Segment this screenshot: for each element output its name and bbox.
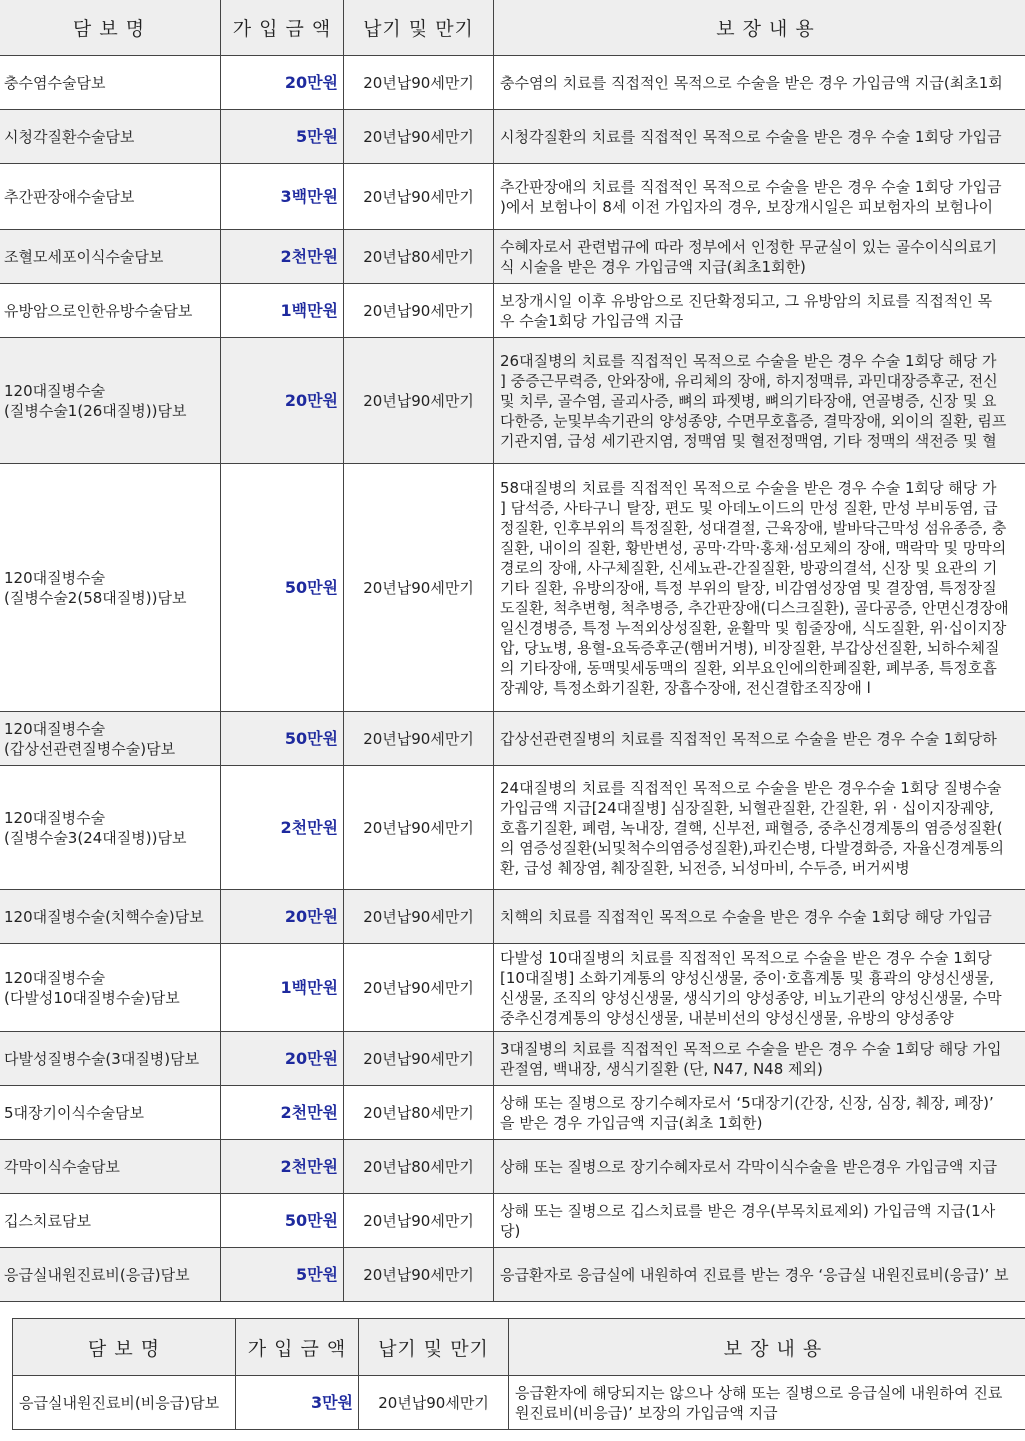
description-line: 및 치루, 골수염, 골괴사증, 뼈의 파젯병, 뼈의기타장애, 연골병증, 신장 및 요 <box>500 391 997 410</box>
coverage-term: 20년납90세만기 <box>344 712 494 766</box>
description-line: 갑상선관련질병의 치료를 직접적인 목적으로 수술을 받은 경우 수술 1회당하 <box>500 729 997 748</box>
description-line: 중추신경계통의 양성신생물, 내분비선의 양성신생물, 유방의 양성종양 <box>500 1008 954 1027</box>
coverage-term: 20년납90세만기 <box>344 110 494 164</box>
coverage-term: 20년납90세만기 <box>344 766 494 890</box>
table-header-row <box>0 0 1025 56</box>
coverage-name: 120대질병수술(질병수술3(24대질병))담보 <box>0 766 221 890</box>
description-line: 응급환자로 응급실에 내원하여 진료를 받는 경우 ‘응급실 내원진료비(응급)’ 보 <box>500 1265 1009 1284</box>
coverage-table-body <box>0 56 1025 1302</box>
coverage-description <box>494 230 1025 284</box>
coverage-name: 120대질병수술(질병수술1(26대질병))담보 <box>0 338 221 464</box>
table-row <box>0 56 1025 110</box>
coverage-amount: 5만원 <box>221 110 344 164</box>
header-term: 납기 및 만기 <box>344 0 494 56</box>
coverage-amount: 2천만원 <box>221 1086 344 1140</box>
description-line: [10대질병] 소화기계통의 양성신생물, 중이·호흡계통 및 흉곽의 양성신생물, <box>500 968 994 987</box>
coverage-name: 충수염수술담보 <box>0 56 221 110</box>
coverage-description <box>494 464 1025 712</box>
coverage-name: 5대장기이식수술담보 <box>0 1086 221 1140</box>
coverage-name: 조혈모세포이식수술담보 <box>0 230 221 284</box>
coverage-term: 20년납90세만기 <box>359 1376 509 1430</box>
header-desc: 보 장 내 용 <box>509 1319 1025 1376</box>
table-row <box>0 1248 1025 1302</box>
table-row <box>0 1194 1025 1248</box>
coverage-name: 추간판장애수술담보 <box>0 164 221 230</box>
description-line: 추간판장애의 치료를 직접적인 목적으로 수술을 받은 경우 수술 1회당 가입금 <box>500 177 1002 196</box>
description-line: 의 염증성질환(뇌및척수의염증성질환),파킨슨병, 다발경화증, 자율신경계통의 <box>500 838 1004 857</box>
coverage-description <box>494 1032 1025 1086</box>
table-row <box>0 338 1025 464</box>
description-line: 기관지염, 급성 세기관지염, 정맥염 및 혈전정맥염, 기타 정맥의 색전증 및 혈 <box>500 431 997 450</box>
coverage-description <box>494 338 1025 464</box>
description-line: 충수염의 치료를 직접적인 목적으로 수술을 받은 경우 가입금액 지급(최초1회 <box>500 73 1003 92</box>
description-line: 신생물, 조직의 양성신생물, 생식기의 양성종양, 비뇨기관의 양성신생물, 수막 <box>500 988 1002 1007</box>
table-row <box>0 1140 1025 1194</box>
header-amount: 가 입 금 액 <box>236 1319 359 1376</box>
coverage-table-2-body <box>13 1376 1025 1430</box>
coverage-term: 20년납80세만기 <box>344 230 494 284</box>
description-line: 을 받은 경우 가입금액 지급(최초 1회한) <box>500 1113 763 1132</box>
coverage-term: 20년납90세만기 <box>344 284 494 338</box>
description-line: ] 중증근무력증, 안와장애, 유리체의 장애, 하지정맥류, 과민대장증후군, 전신 <box>500 371 998 390</box>
coverage-amount: 2천만원 <box>221 230 344 284</box>
table-row <box>0 284 1025 338</box>
coverage-name: 유방암으로인한유방수술담보 <box>0 284 221 338</box>
coverage-term: 20년납90세만기 <box>344 1248 494 1302</box>
description-line: 상해 또는 질병으로 깁스치료를 받은 경우(부목치료제외) 가입금액 지급(1사 <box>500 1201 996 1220</box>
coverage-amount: 20만원 <box>221 1032 344 1086</box>
coverage-amount: 50만원 <box>221 1194 344 1248</box>
description-line: 26대질병의 치료를 직접적인 목적으로 수술을 받은 경우 수술 1회당 해당 가 <box>500 351 997 370</box>
table-row <box>0 464 1025 712</box>
coverage-amount: 5만원 <box>221 1248 344 1302</box>
description-line: 경로의 장애, 사구체질환, 신세뇨관-간질질환, 방광의결석, 신장 및 요관의 기 <box>500 558 998 577</box>
table-header-row <box>13 1319 1025 1376</box>
description-line: 상해 또는 질병으로 장기수혜자로서 각막이식수술을 받은경우 가입금액 지급 <box>500 1157 998 1176</box>
coverage-description <box>494 712 1025 766</box>
coverage-amount: 20만원 <box>221 890 344 944</box>
coverage-name: 120대질병수술(질병수술2(58대질병))담보 <box>0 464 221 712</box>
coverage-term: 20년납90세만기 <box>344 890 494 944</box>
table-row <box>0 712 1025 766</box>
coverage-name: 응급실내원진료비(응급)담보 <box>0 1248 221 1302</box>
coverage-name: 깁스치료담보 <box>0 1194 221 1248</box>
coverage-amount: 50만원 <box>221 712 344 766</box>
description-line: 상해 또는 질병으로 장기수혜자로서 ‘5대장기(간장, 신장, 심장, 췌장, 폐장)’ <box>500 1093 994 1112</box>
coverage-name: 각막이식수술담보 <box>0 1140 221 1194</box>
table-row <box>0 944 1025 1032</box>
coverage-amount: 20만원 <box>221 56 344 110</box>
coverage-description <box>494 56 1025 110</box>
table-row <box>0 110 1025 164</box>
coverage-amount: 1백만원 <box>221 944 344 1032</box>
coverage-description <box>494 1086 1025 1140</box>
coverage-term: 20년납90세만기 <box>344 464 494 712</box>
description-line: 관절염, 백내장, 생식기질환 (단, N47, N48 제외) <box>500 1059 823 1078</box>
description-line: 다발성 10대질병의 치료를 직접적인 목적으로 수술을 받은 경우 수술 1회당 <box>500 948 992 967</box>
coverage-amount: 1백만원 <box>221 284 344 338</box>
coverage-description <box>494 1140 1025 1194</box>
description-line: )에서 보험나이 8세 이전 가입자의 경우, 보장개시일은 피보험자의 보험나이 <box>500 197 994 216</box>
coverage-amount: 3만원 <box>236 1376 359 1430</box>
description-line: 호흡기질환, 폐렴, 녹내장, 결핵, 신부전, 패혈증, 중추신경계통의 염증성질환( <box>500 818 1003 837</box>
table-row <box>0 890 1025 944</box>
coverage-description <box>509 1376 1025 1430</box>
coverage-term: 20년납90세만기 <box>344 56 494 110</box>
coverage-table-2 <box>12 1318 1025 1430</box>
header-name: 담 보 명 <box>0 0 221 56</box>
coverage-description <box>494 284 1025 338</box>
description-line: 일신경병증, 특정 누적외상성질환, 윤활막 및 힘줄장애, 식도질환, 위·십이지장 <box>500 618 1007 637</box>
table-row <box>0 230 1025 284</box>
coverage-name: 다발성질병수술(3대질병)담보 <box>0 1032 221 1086</box>
table-row <box>0 766 1025 890</box>
header-amount: 가 입 금 액 <box>221 0 344 56</box>
coverage-description <box>494 164 1025 230</box>
coverage-term: 20년납90세만기 <box>344 944 494 1032</box>
coverage-description <box>494 944 1025 1032</box>
coverage-name: 시청각질환수술담보 <box>0 110 221 164</box>
description-line: 24대질병의 치료를 직접적인 목적으로 수술을 받은 경우수술 1회당 질병수술 <box>500 778 1002 797</box>
coverage-term: 20년납80세만기 <box>344 1140 494 1194</box>
table-row <box>0 164 1025 230</box>
coverage-name: 120대질병수술(갑상선관련질병수술)담보 <box>0 712 221 766</box>
coverage-name: 120대질병수술(치핵수술)담보 <box>0 890 221 944</box>
table-row <box>13 1376 1025 1430</box>
coverage-amount: 20만원 <box>221 338 344 464</box>
coverage-name: 응급실내원진료비(비응급)담보 <box>13 1376 236 1430</box>
coverage-description <box>494 890 1025 944</box>
coverage-amount: 2천만원 <box>221 766 344 890</box>
coverage-amount: 2천만원 <box>221 1140 344 1194</box>
coverage-amount: 50만원 <box>221 464 344 712</box>
description-line: 의 기타장애, 동맥및세동맥의 질환, 외부요인에의한폐질환, 폐부종, 특정호흡 <box>500 658 997 677</box>
description-line: 도질환, 척추변형, 척추병증, 추간판장애(디스크질환), 골다공증, 안면신경장애 <box>500 598 1009 617</box>
coverage-term: 20년납80세만기 <box>344 1086 494 1140</box>
header-term: 납기 및 만기 <box>359 1319 509 1376</box>
description-line: 58대질병의 치료를 직접적인 목적으로 수술을 받은 경우 수술 1회당 해당 가 <box>500 478 997 497</box>
description-line: 응급환자에 해당되지는 않으나 상해 또는 질병으로 응급실에 내원하여 진료 <box>515 1383 1003 1402</box>
coverage-term: 20년납90세만기 <box>344 1194 494 1248</box>
description-line: 치핵의 치료를 직접적인 목적으로 수술을 받은 경우 수술 1회당 해당 가입금 <box>500 907 992 926</box>
table-row <box>0 1032 1025 1086</box>
coverage-description <box>494 1194 1025 1248</box>
description-line: 3대질병의 치료를 직접적인 목적으로 수술을 받은 경우 수술 1회당 해당 가입 <box>500 1039 1002 1058</box>
description-line: 정질환, 인후부위의 특정질환, 성대결절, 근육장애, 발바닥근막성 섬유종증, 충 <box>500 518 1007 537</box>
description-line: 질환, 내이의 질환, 황반변성, 공막·각막·홍채·섬모체의 장애, 맥락막 및 망막의 <box>500 538 1007 557</box>
coverage-term: 20년납90세만기 <box>344 164 494 230</box>
coverage-description <box>494 766 1025 890</box>
coverage-description <box>494 110 1025 164</box>
header-name: 담 보 명 <box>13 1319 236 1376</box>
description-line: 가입금액 지급[24대질병] 심장질환, 뇌혈관질환, 간질환, 위 · 십이지장궤양, <box>500 798 994 817</box>
table-row <box>0 1086 1025 1140</box>
description-line: 기타 질환, 유방의장애, 특정 부위의 탈장, 비감염성장염 및 결장염, 특정장질 <box>500 578 997 597</box>
coverage-name: 120대질병수술(다발성10대질병수술)담보 <box>0 944 221 1032</box>
description-line: 당) <box>500 1221 521 1240</box>
description-line: 장궤양, 특정소화기질환, 장흡수장애, 전신결합조직장애 l <box>500 678 871 697</box>
coverage-amount: 3백만원 <box>221 164 344 230</box>
description-line: 원진료비(비응급)’ 보장의 가입금액 지급 <box>515 1403 778 1422</box>
coverage-description <box>494 1248 1025 1302</box>
description-line: ] 담석증, 사타구니 탈장, 편도 및 아데노이드의 만성 질환, 만성 부비동염, 급 <box>500 498 998 517</box>
description-line: 식 시술을 받은 경우 가입금액 지급(최초1회한) <box>500 257 806 276</box>
description-line: 수혜자로서 관련법규에 따라 정부에서 인정한 무균실이 있는 골수이식의료기 <box>500 237 998 256</box>
description-line: 보장개시일 이후 유방암으로 진단확정되고, 그 유방암의 치료를 직접적인 목 <box>500 291 993 310</box>
header-desc: 보 장 내 용 <box>494 0 1025 56</box>
description-line: 환, 급성 췌장염, 췌장질환, 뇌전증, 뇌성마비, 수두증, 버거씨병 <box>500 858 910 877</box>
coverage-term: 20년납90세만기 <box>344 1032 494 1086</box>
description-line: 시청각질환의 치료를 직접적인 목적으로 수술을 받은 경우 수술 1회당 가입금 <box>500 127 1002 146</box>
coverage-term: 20년납90세만기 <box>344 338 494 464</box>
description-line: 우 수술1회당 가입금액 지급 <box>500 311 684 330</box>
description-line: 다한증, 눈및부속기관의 양성종양, 수면무호흡증, 결막장애, 외이의 질환, 림프 <box>500 411 1007 430</box>
description-line: 압, 당뇨병, 용혈-요독증후군(햄버거병), 비장질환, 부갑상선질환, 뇌하수체질 <box>500 638 1000 657</box>
